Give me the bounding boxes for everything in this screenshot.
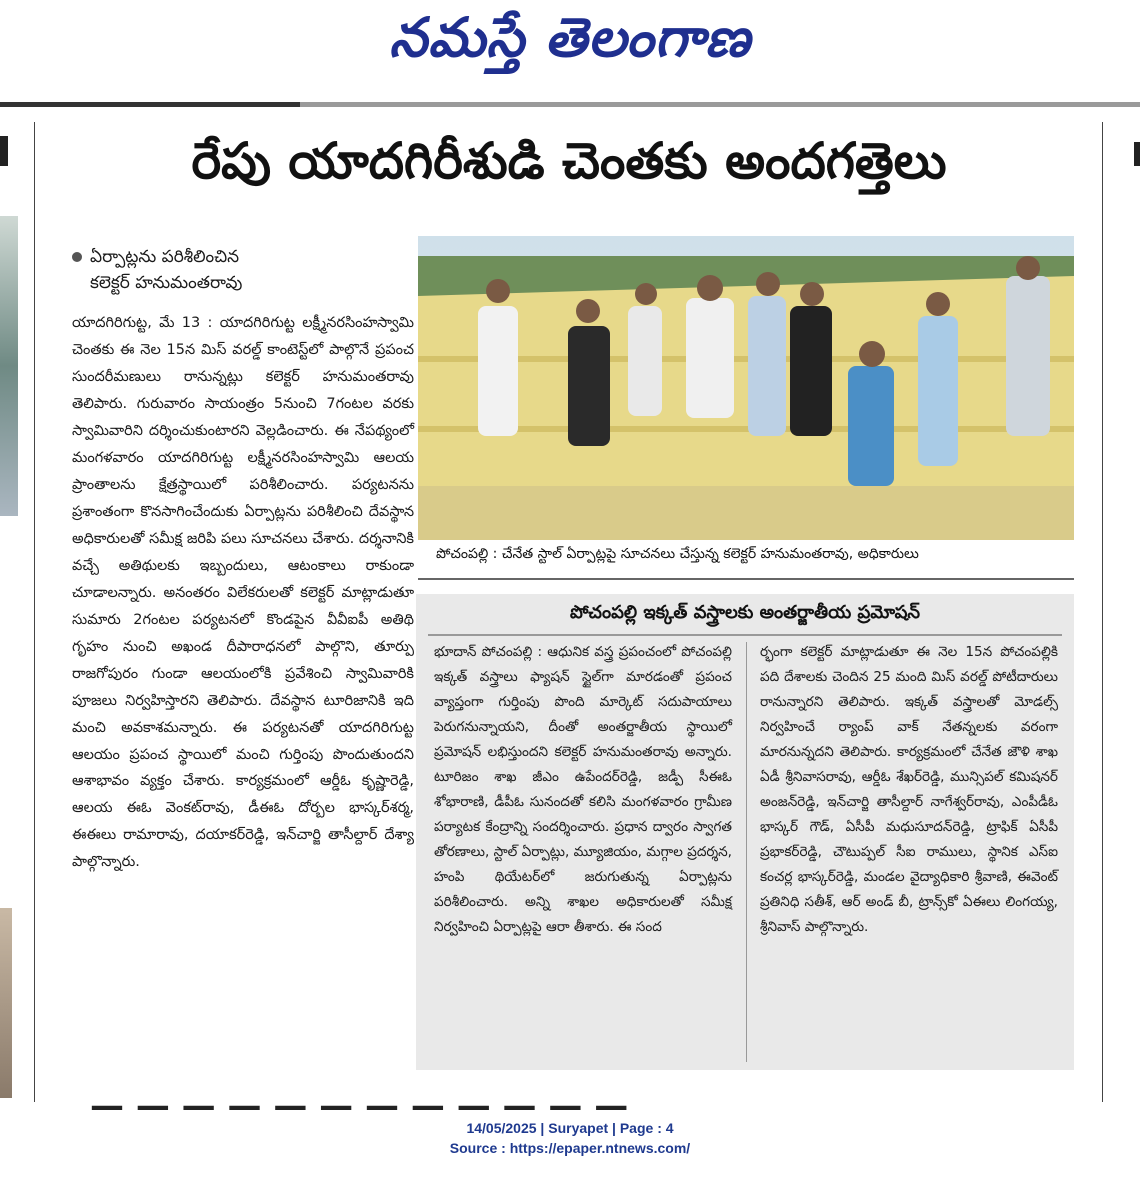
sidebar-column-divider (746, 642, 747, 1062)
left-adjacent-column-fragment (0, 122, 32, 1102)
bullet-icon (72, 252, 82, 262)
kicker-line-2: కలెక్టర్ హనుమంతరావు (90, 273, 243, 294)
left-column-divider (34, 122, 35, 1102)
masthead (0, 0, 1140, 100)
news-photo (418, 236, 1074, 540)
source-link[interactable]: Source : https://epaper.ntnews.com/ (449, 1140, 691, 1157)
kicker-line-1: ఏర్పాట్లను పరిశీలించిన (90, 247, 240, 267)
headline: రేపు యాదగిరీశుడి చెంతకు అందగత్తెలు (191, 132, 947, 190)
photo-caption: పోచంపల్లి : చేనేత స్టాల్ ఏర్పాట్లపై సూచనలు చేస్తున్న కలెక్టర్ హనుమంతరావు, అధికారులు (436, 546, 919, 562)
sidebar-story-title: పోచంపల్లి ఇక్కత్ వస్త్రాలకు అంతర్జాతీయ ప్రమోషన్ (569, 602, 921, 623)
left-photo-fragment (0, 216, 18, 516)
left-photo-fragment-2 (0, 908, 12, 1098)
caption-rule (418, 578, 1074, 580)
sidebar-story-column-2: ర్భంగా కలెక్టర్ మాట్లాడుతూ ఈ నెల 15న పోచంపల్లికి పది దేశాలకు చెందిన 25 మంది మిస్ వరల్డ్ పోటీదారులు రానున్నారని తెలిపారు. ఇక్కత్ వస్త్రాలతో మోడల్స్ నిర్వహించే ర్యాంప్ వాక్ నేతన్నలకు వరంగా మారనున్నదని తెలిపారు. కార్యక్రమంలో చేనేత జౌళి శాఖ ఏడీ శ్రీనివాసరావు, ఆర్డీఓ శేఖర్‌రెడ్డి, మున్సిపల్ కమిషనర్ అంజన్‌రెడ్డి, ఇన్‌చార్జి తాసీల్దార్ నాగేశ్వర్‌రావు, ఎంపీడీఓ భాస్కర్ గౌడ్, ఏసీపీ మధుసూదన్‌రెడ్డి, ట్రాఫిక్ ఏసీపీ ప్రభాకర్‌రెడ్డి, చౌటుప్పల్ సీఐ రాములు, స్థానిక ఎస్ఐ కంచర్ల భాస్కర్‌రెడ్డి, మండల వైద్యాధికారి శ్రీవాణి, ఈవెంట్ ప్రతినిధి సతీశ్, ఆర్ అండ్ బీ, ట్రాన్స్‌కో ఏఈలు లింగయ్య, శ్రీనివాస్ పాల్గొన్నారు. (760, 644, 1058, 935)
sidebar-title-rule (428, 634, 1062, 636)
right-column-divider (1102, 122, 1103, 1102)
next-headline-cropped: — — — — — — — — — — — — (90, 1086, 629, 1126)
article-body: యాదగిరిగుట్ట, మే 13 : యాదగిరిగుట్ట లక్ష్మీనరసింహస్వామి చెంతకు ఈ నెల 15న మిస్ వరల్డ్ కాంటెస్ట్‌లో పాల్గొనే ప్రపంచ సుందరీమణులు రానున్నట్లు కలెక్టర్ హనుమంతరావు తెలిపారు. గురువారం సాయంత్రం 5నుంచి 7గంటల వరకు స్వామివారిని దర్శించుకుంటారని వెల్లడించారు. ఈ నేపథ్యంలో మంగళవారం యాదగిరిగుట్ట లక్ష్మీనరసింహస్వామి ఆలయ ప్రాంతాలను క్షేత్రస్థాయిలో పరిశీలించారు. పర్యటనను ప్రశాంతంగా కొనసాగించేందుకు ఏర్పాట్లను పరిశీలించి దేవస్థాన అధికారులతో సమీక్ష జరిపి పలు సూచనలు చేశారు. దర్శనానికి వచ్చే అతిథులకు ఇబ్బందులు, ఆటంకాలు రాకుండా చూడాలన్నారు. అనంతరం విలేకరులతో కలెక్టర్ మాట్లాడుతూ సుమారు 2గంటల పర్యటనలో కొండపైన వీవీఐపీ అతిథి గృహం నుంచి అఖండ దీపారాధనలో పాల్గొని, తూర్పు రాజగోపురం గుండా ఆలయంలోకి ప్రవేశించి స్వామివారికి పూజలు నిర్వహిస్తారని తెలిపారు. దేవస్థాన టూరిజానికి ఇది మంచి అవకాశమన్నారు. ఈ పర్యటనతో యాదగిరిగుట్ట ఆలయం ప్రపంచ స్థాయిలో మంచి గుర్తింపు పొందుతుందని ఆశాభావం వ్యక్తం చేశారు. కార్యక్రమంలో ఆర్డీఓ కృష్ణారెడ్డి, ఆలయ ఈఓ వెంకట్‌రావు, డీఈఓ దోర్బల భాస్కర్‌శర్మ, ఈఈలు రామారావు, దయాకర్‌రెడ్డి, ఇన్‌చార్జి తాసీల్దార్ దేశ్యా పాల్గొన్నారు. (72, 315, 414, 871)
masthead-rule-accent (0, 102, 300, 107)
right-adjacent-column-fragment (1104, 122, 1140, 1102)
sidebar-story-column-1: భూదాన్ పోచంపల్లి : ఆధునిక వస్త్ర ప్రపంచంలో పోచంపల్లి ఇక్కత్ వస్త్రాలు ఫ్యాషన్ స్టైల్‌గా మారడంతో ప్రపంచ వ్యాప్తంగా గుర్తింపు పొంది మార్కెట్ సదుపాయాలు పెరుగనున్నాయని, దీంతో అంతర్జాతీయ స్థాయిలో ప్రమోషన్ లభిస్తుందని కలెక్టర్ హనుమంతరావు అన్నారు. టూరిజం శాఖ జీఎం ఉపేందర్‌రెడ్డి, జడ్పీ సీఈఓ శోభారాణి, డీపీఓ సునందతో కలిసి మంగళవారం గ్రామీణ పర్యాటక కేంద్రాన్ని సందర్శించారు. ప్రధాన ద్వారం స్వాగత తోరణాలు, స్టాల్ ఏర్పాట్లు, మ్యూజియం, మగ్గాల ప్రదర్శన, హంపి థియేటర్‌లో జరుగుతున్న ఏర్పాట్లను పరిశీలించారు. అన్ని శాఖల అధికారులతో సమీక్ష నిర్వహించి ఏర్పాట్లపై ఆరా తీశారు. ఈ సంద (434, 644, 732, 935)
newspaper-logo: నమస్తే తెలంగాణ (389, 6, 751, 69)
edition-info: 14/05/2025 | Suryapet | Page : 4 (466, 1120, 674, 1136)
kicker (72, 244, 412, 297)
sidebar-story-box (416, 594, 1074, 1070)
page-footer (0, 1118, 1140, 1159)
